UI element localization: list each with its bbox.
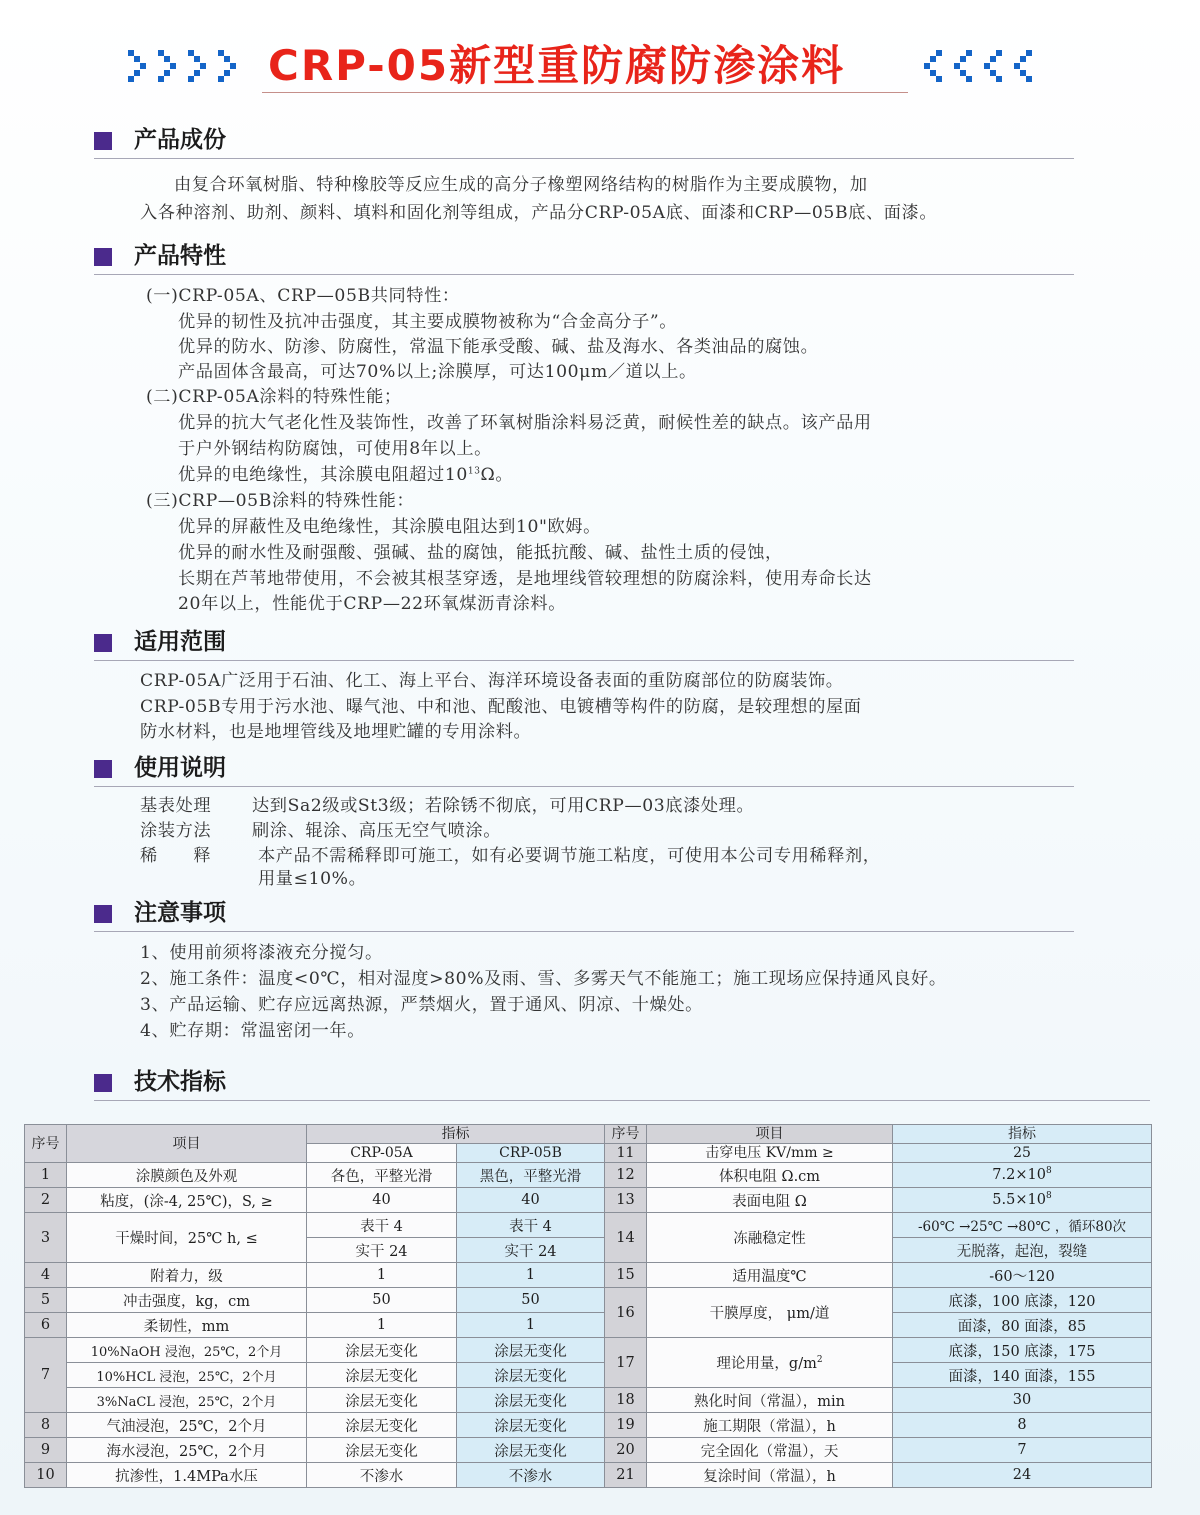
section-rule (94, 786, 1074, 787)
cell-value2: 底漆，150 底漆，175 (893, 1338, 1152, 1363)
cell-a: 涂层无变化 (307, 1438, 457, 1463)
cell-item2: 干膜厚度， μm/道 (647, 1288, 893, 1338)
table-row (25, 1338, 1152, 1363)
section-usage (94, 752, 1074, 786)
section-heading: 注意事项 (134, 900, 226, 926)
header-index: 指标 (307, 1125, 605, 1144)
cell-a: 涂层无变化 (307, 1338, 457, 1363)
feature-line: 优异的耐水性及耐强酸、强碱、盐的腐蚀，能抵抗酸、碱、盐性土质的侵蚀， (178, 543, 783, 563)
cell-value2: 24 (893, 1463, 1152, 1488)
cell-no2: 16 (605, 1288, 647, 1338)
cell-a: 表干 4 (307, 1213, 457, 1238)
feature-line: (二)CRP-05A涂料的特殊性能； (146, 387, 402, 407)
feature-line: 优异的抗大气老化性及装饰性，改善了环氧树脂涂料易泛黄，耐候性差的缺点。该产品用 (178, 413, 872, 433)
scope-line: 防水材料，也是地埋管线及地埋贮罐的专用涂料。 (140, 722, 532, 742)
cell-b: 表干 4 (457, 1213, 605, 1238)
table-row (25, 1363, 1152, 1388)
exponent: 8 (1045, 1166, 1052, 1177)
cell-a: 不渗水 (307, 1463, 457, 1488)
cell-item: 抗渗性，1.4MPa水压 (67, 1463, 307, 1488)
cell-no: 8 (25, 1413, 67, 1438)
cell-no2: 17 (605, 1338, 647, 1388)
cell-item: 干燥时间，25℃ h, ≤ (67, 1213, 307, 1263)
table-row (25, 1388, 1152, 1413)
usage-label: 稀 释 (140, 846, 212, 866)
composition-line: 入各种溶剂、助剂、颜料、填料和固化剂等组成，产品分CRP-05A底、面漆和CRP—05B底、面漆。 (140, 203, 938, 223)
feature-line: 优异的韧性及抗冲击强度，其主要成膜物被称为“合金高分子”。 (178, 312, 678, 332)
cell-no: 1 (25, 1163, 67, 1188)
cell-no: 10 (25, 1463, 67, 1488)
header-no-2: 序号 (605, 1125, 647, 1144)
usage-text: 达到Sa2级或St3级；若除锈不彻底，可用CRP—03底漆处理。 (252, 796, 755, 816)
cell-item2: 适用温度℃ (647, 1263, 893, 1288)
cell-item: 冲击强度，kg，cm (67, 1288, 307, 1313)
section-heading: 使用说明 (134, 755, 226, 781)
cell-value2: 面漆，140 面漆，155 (893, 1363, 1152, 1388)
cell-item: 海水浸泡，25℃，2个月 (67, 1438, 307, 1463)
header-index-2: 指标 (893, 1125, 1152, 1144)
cell-b: 1 (457, 1263, 605, 1288)
cell-item2: 击穿电压 KV/mm ≥ (647, 1144, 893, 1163)
cell-value2: -60～120 (893, 1263, 1152, 1288)
cell-b: 涂层无变化 (457, 1438, 605, 1463)
chevron-left-icon (948, 46, 974, 92)
cell-no2: 11 (605, 1144, 647, 1163)
table-row (25, 1213, 1152, 1238)
feature-line: 于户外钢结构防腐蚀，可使用8年以上。 (178, 439, 492, 459)
cell-b: 涂层无变化 (457, 1363, 605, 1388)
title-bar (0, 38, 1200, 100)
cell-no: 5 (25, 1288, 67, 1313)
cell-a: 涂层无变化 (307, 1388, 457, 1413)
cell-item2: 完全固化（常温），天 (647, 1438, 893, 1463)
header-crp05b: CRP-05B (457, 1144, 605, 1163)
cell-a: 各色，平整光滑 (307, 1163, 457, 1188)
cell-value2: -60℃ →25℃ →80℃ ，循环80次 (893, 1213, 1152, 1238)
feature-line: 长期在芦苇地带使用，不会被其根茎穿透，是地埋线管较理想的防腐涂料，使用寿命长达 (178, 569, 872, 589)
section-heading: 产品成份 (134, 127, 226, 153)
cell-no2: 21 (605, 1463, 647, 1488)
cell-item2: 熟化时间（常温），min (647, 1388, 893, 1413)
table-row (25, 1438, 1152, 1463)
scope-line: CRP-05A广泛用于石油、化工、海上平台、海洋环境设备表面的重防腐部位的防腐装饰。 (140, 671, 844, 691)
cell-b: 涂层无变化 (457, 1388, 605, 1413)
cell-item2 (647, 1338, 893, 1388)
chevron-right-icon (126, 46, 152, 92)
cell-item2: 冻融稳定性 (647, 1213, 893, 1263)
section-marker (94, 905, 112, 923)
cell-item: 气油浸泡，25℃，2个月 (67, 1413, 307, 1438)
usage-continuation: 用量≤10%。 (258, 869, 367, 889)
section-rule (94, 158, 1074, 159)
cell-no2: 19 (605, 1413, 647, 1438)
chevron-left-icon (918, 46, 944, 92)
section-marker (94, 760, 112, 778)
table-row (25, 1263, 1152, 1288)
exponent: 13 (467, 466, 481, 477)
value-text: 5.5×10 (992, 1192, 1046, 1208)
cell-no2: 20 (605, 1438, 647, 1463)
section-heading: 适用范围 (134, 629, 226, 655)
feature-text: 优异的电绝缘性，其涂膜电阻超过10 (178, 465, 468, 485)
cell-item: 10%NaOH 浸泡，25℃，2个月 (67, 1338, 307, 1363)
usage-label: 涂装方法 (140, 821, 212, 841)
cell-no: 4 (25, 1263, 67, 1288)
table-row (25, 1163, 1152, 1188)
cell-a: 实干 24 (307, 1238, 457, 1263)
cell-b: 黑色，平整光滑 (457, 1163, 605, 1188)
cell-value2 (893, 1163, 1152, 1188)
cell-no: 9 (25, 1438, 67, 1463)
page-title: CRP-05新型重防腐防渗涂料 (268, 41, 846, 90)
cell-a: 1 (307, 1263, 457, 1288)
left-chevrons (126, 46, 242, 92)
cell-value2 (893, 1188, 1152, 1213)
cell-no2: 18 (605, 1388, 647, 1413)
feature-line: (三)CRP—05B涂料的特殊性能： (146, 491, 415, 511)
exponent: 8 (1045, 1191, 1052, 1202)
cell-b: 1 (457, 1313, 605, 1338)
cell-a: 涂层无变化 (307, 1363, 457, 1388)
cell-value2: 8 (893, 1413, 1152, 1438)
cell-value2: 25 (893, 1144, 1152, 1163)
cell-item: 柔韧性，mm (67, 1313, 307, 1338)
section-features (94, 240, 1074, 274)
section-tech (94, 1066, 1150, 1100)
cell-value2: 7 (893, 1438, 1152, 1463)
feature-line: 优异的防水、防渗、防腐性，常温下能承受酸、碱、盐及海水、各类油品的腐蚀。 (178, 337, 819, 357)
cell-b: 不渗水 (457, 1463, 605, 1488)
cell-item2: 施工期限（常温），h (647, 1413, 893, 1438)
usage-label: 基表处理 (140, 796, 212, 816)
right-chevrons (918, 46, 1034, 92)
item-text: 理论用量，g/m (716, 1356, 817, 1372)
section-marker (94, 634, 112, 652)
note-line: 1、使用前须将漆液充分搅匀。 (140, 943, 383, 963)
cell-no: 2 (25, 1188, 67, 1213)
cell-a: 1 (307, 1313, 457, 1338)
table-row (25, 1313, 1152, 1338)
feature-line-resistance (178, 462, 513, 488)
note-line: 4、贮存期：常温密闭一年。 (140, 1021, 365, 1041)
cell-item2: 表面电阻 Ω (647, 1188, 893, 1213)
header-no: 序号 (25, 1125, 67, 1163)
chevron-right-icon (216, 46, 242, 92)
ohm-suffix: Ω。 (480, 465, 514, 485)
cell-b: 涂层无变化 (457, 1413, 605, 1438)
cell-no2: 12 (605, 1163, 647, 1188)
note-line: 2、施工条件：温度<0℃，相对湿度>80%及雨、雪、多雾天气不能施工；施工现场应保持通风良好。 (140, 969, 947, 989)
cell-item2: 复涂时间（常温），h (647, 1463, 893, 1488)
cell-value2: 30 (893, 1388, 1152, 1413)
note-line: 3、产品运输、贮存应远离热源，严禁烟火，置于通风、阴凉、十燥处。 (140, 995, 703, 1015)
cell-no: 6 (25, 1313, 67, 1338)
cell-no2: 14 (605, 1213, 647, 1263)
exponent: 2 (816, 1355, 823, 1366)
scope-line: CRP-05B专用于污水池、曝气池、中和池、配酸池、电镀槽等构件的防腐，是较理想的屋面 (140, 697, 862, 717)
chevron-right-icon (156, 46, 182, 92)
table-row (25, 1463, 1152, 1488)
section-scope (94, 626, 1074, 660)
section-rule (94, 1100, 1150, 1101)
cell-b: 涂层无变化 (457, 1338, 605, 1363)
feature-line: 20年以上，性能优于CRP—22环氧煤沥青涂料。 (178, 594, 566, 614)
section-heading: 技术指标 (134, 1069, 226, 1095)
section-marker (94, 248, 112, 266)
cell-no2: 13 (605, 1188, 647, 1213)
chevron-left-icon (1008, 46, 1034, 92)
cell-item: 3%NaCL 浸泡，25℃，2个月 (67, 1388, 307, 1413)
cell-item: 10%HCL 浸泡，25℃，2个月 (67, 1363, 307, 1388)
section-rule (94, 274, 1074, 275)
feature-line: 产品固体含最高，可达70%以上;涂膜厚，可达100μm／道以上。 (178, 362, 697, 382)
section-heading: 产品特性 (134, 243, 226, 269)
cell-a: 40 (307, 1188, 457, 1213)
spec-table (24, 1124, 1152, 1488)
chevron-left-icon (978, 46, 1004, 92)
header-item: 项目 (67, 1125, 307, 1163)
section-marker (94, 132, 112, 150)
cell-item: 粘度，(涂-4, 25℃)，S, ≥ (67, 1188, 307, 1213)
cell-item: 涂膜颜色及外观 (67, 1163, 307, 1188)
table-row (25, 1288, 1152, 1313)
section-marker (94, 1074, 112, 1092)
cell-no: 7 (25, 1338, 67, 1413)
usage-text: 本产品不需稀释即可施工，如有必要调节施工粘度，可使用本公司专用稀释剂， (258, 846, 881, 866)
cell-item: 附着力，级 (67, 1263, 307, 1288)
feature-line: (一)CRP-05A、CRP—05B共同特性： (146, 286, 460, 306)
table-row (25, 1188, 1152, 1213)
feature-line: 优异的屏蔽性及电绝缘性，其涂膜电阻达到10"欧姆。 (178, 517, 601, 537)
cell-b: 50 (457, 1288, 605, 1313)
section-notes (94, 897, 1074, 931)
section-composition (94, 124, 1074, 158)
cell-a: 50 (307, 1288, 457, 1313)
section-rule (94, 660, 1074, 661)
cell-no2: 15 (605, 1263, 647, 1288)
section-rule (94, 931, 1074, 932)
header-crp05a: CRP-05A (307, 1144, 457, 1163)
usage-text: 刷涂、辊涂、高压无空气喷涂。 (252, 821, 502, 841)
cell-value2: 无脱落，起泡，裂缝 (893, 1238, 1152, 1263)
cell-item2: 体积电阻 Ω.cm (647, 1163, 893, 1188)
chevron-right-icon (186, 46, 212, 92)
cell-no: 3 (25, 1213, 67, 1263)
cell-b: 40 (457, 1188, 605, 1213)
table-row (25, 1413, 1152, 1438)
title-underline (262, 92, 908, 93)
cell-b: 实干 24 (457, 1238, 605, 1263)
cell-value2: 底漆，100 底漆，120 (893, 1288, 1152, 1313)
value-text: 7.2×10 (992, 1167, 1046, 1183)
composition-line: 由复合环氧树脂、特种橡胶等反应生成的高分子橡塑网络结构的树脂作为主要成膜物，加 (174, 175, 868, 195)
cell-value2: 面漆，80 面漆，85 (893, 1313, 1152, 1338)
cell-a: 涂层无变化 (307, 1413, 457, 1438)
header-item-2: 项目 (647, 1125, 893, 1144)
